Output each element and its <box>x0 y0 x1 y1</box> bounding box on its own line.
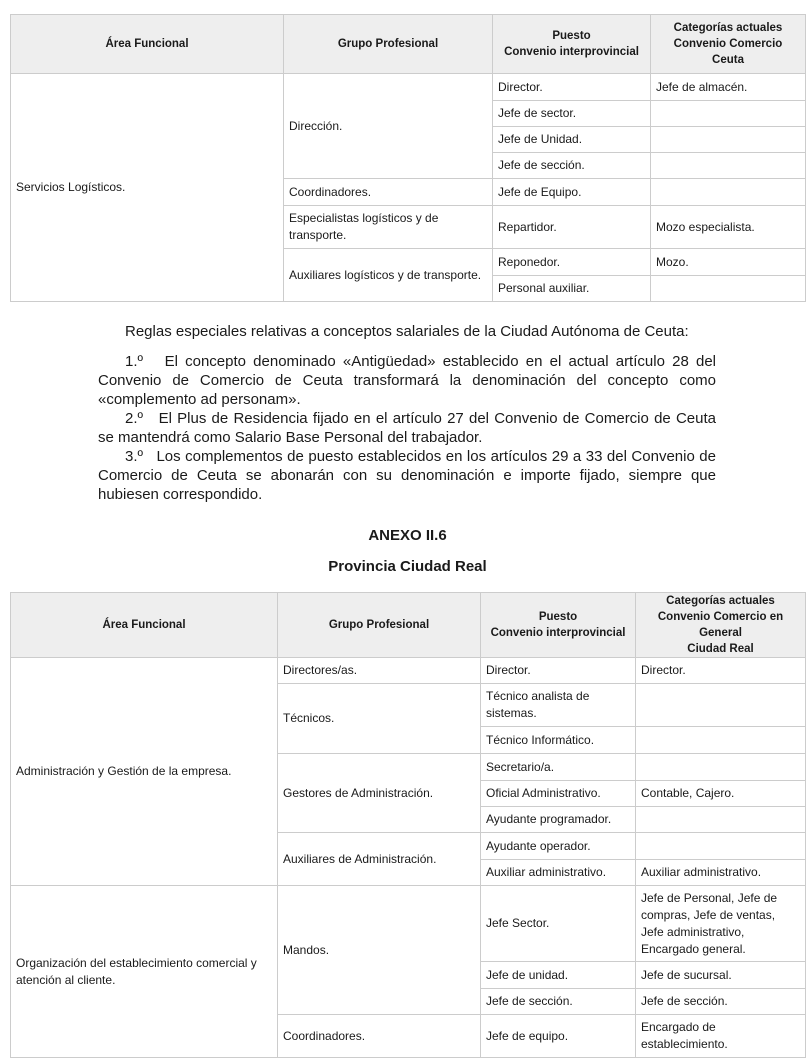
header-puesto: Puesto Convenio interprovincial <box>481 593 636 658</box>
puesto-cell: Repartidor. <box>493 206 651 249</box>
grupo-cell: Auxiliares de Administración. <box>278 833 481 886</box>
rule-number: 2.º <box>125 410 143 427</box>
grupo-cell: Especialistas logísticos y de transporte. <box>284 206 493 249</box>
rule-item-2 <box>98 409 716 447</box>
categoria-cell <box>636 727 806 754</box>
puesto-cell: Jefe Sector. <box>481 886 636 962</box>
puesto-cell: Director. <box>481 658 636 684</box>
categoria-cell <box>651 153 806 179</box>
puesto-cell: Técnico analista de sistemas. <box>481 684 636 727</box>
puesto-cell: Ayudante operador. <box>481 833 636 860</box>
table-header-row <box>11 593 806 658</box>
grupo-cell: Directores/as. <box>278 658 481 684</box>
puesto-cell: Auxiliar administrativo. <box>481 860 636 886</box>
categoria-cell <box>636 833 806 860</box>
table-header-row <box>11 15 806 74</box>
rule-number: 1.º <box>125 353 143 370</box>
header-categorias: Categorías actuales Convenio Comercio en General Ciudad Real <box>636 593 806 658</box>
table-row <box>11 74 806 101</box>
categoria-cell <box>636 684 806 727</box>
categoria-cell: Jefe de almacén. <box>651 74 806 101</box>
header-grupo-profesional: Grupo Profesional <box>278 593 481 658</box>
rule-text: Los complementos de puesto establecidos en los artículos 29 a 33 del Convenio de Comercio de Ceuta se abonarán con su denominación e importe fijado, siempre que hubiesen correspondido. <box>98 448 716 503</box>
grupo-cell: Coordinadores. <box>284 179 493 206</box>
categoria-cell: Jefe de Personal, Jefe de compras, Jefe de ventas, Jefe administrativo, Encargado general. <box>636 886 806 962</box>
puesto-cell: Personal auxiliar. <box>493 276 651 302</box>
puesto-cell: Reponedor. <box>493 249 651 276</box>
grupo-cell: Técnicos. <box>278 684 481 754</box>
ceuta-classification-table <box>10 14 806 302</box>
annex-title: ANEXO II.6 <box>368 527 447 544</box>
puesto-cell: Jefe de unidad. <box>481 962 636 989</box>
categoria-cell: Director. <box>636 658 806 684</box>
categoria-cell: Contable, Cajero. <box>636 781 806 807</box>
categoria-cell <box>636 754 806 781</box>
header-grupo-profesional: Grupo Profesional <box>284 15 493 74</box>
categoria-cell <box>651 276 806 302</box>
annex-subtitle: Provincia Ciudad Real <box>328 558 487 575</box>
header-puesto: Puesto Convenio interprovincial <box>493 15 651 74</box>
categoria-cell: Jefe de sección. <box>636 989 806 1015</box>
puesto-cell: Jefe de Unidad. <box>493 127 651 153</box>
area-cell: Servicios Logísticos. <box>11 74 284 302</box>
header-categorias: Categorías actuales Convenio Comercio Ceuta <box>651 15 806 74</box>
grupo-cell: Auxiliares logísticos y de transporte. <box>284 249 493 302</box>
categoria-cell: Auxiliar administrativo. <box>636 860 806 886</box>
categoria-cell: Encargado de establecimiento. <box>636 1015 806 1058</box>
header-area-funcional: Área Funcional <box>11 15 284 74</box>
grupo-cell: Dirección. <box>284 74 493 179</box>
ciudad-real-classification-table <box>10 592 806 1058</box>
table-row <box>11 886 806 962</box>
puesto-cell: Jefe de sector. <box>493 101 651 127</box>
rule-item-3 <box>98 447 716 504</box>
puesto-cell: Ayudante programador. <box>481 807 636 833</box>
categoria-cell: Jefe de sucursal. <box>636 962 806 989</box>
categoria-cell: Mozo especialista. <box>651 206 806 249</box>
rule-text: El concepto denominado «Antigüedad» establecido en el actual artículo 28 del Convenio de Comercio de Ceuta transformará la denominación del concepto como «complemento ad personam». <box>98 353 716 408</box>
puesto-cell: Jefe de Equipo. <box>493 179 651 206</box>
categoria-cell <box>651 127 806 153</box>
puesto-cell: Jefe de sección. <box>481 989 636 1015</box>
categoria-cell <box>651 179 806 206</box>
puesto-cell: Secretario/a. <box>481 754 636 781</box>
rule-item-1 <box>98 352 716 409</box>
grupo-cell: Coordinadores. <box>278 1015 481 1058</box>
grupo-cell: Mandos. <box>278 886 481 1015</box>
puesto-cell: Jefe de sección. <box>493 153 651 179</box>
categoria-cell <box>636 807 806 833</box>
puesto-cell: Oficial Administrativo. <box>481 781 636 807</box>
rules-intro: Reglas especiales relativas a conceptos salariales de la Ciudad Autónoma de Ceuta: <box>125 323 689 340</box>
area-cell: Organización del establecimiento comercial y atención al cliente. <box>11 886 278 1058</box>
grupo-cell: Gestores de Administración. <box>278 754 481 833</box>
table-row <box>11 658 806 684</box>
categoria-cell <box>651 101 806 127</box>
categoria-cell: Mozo. <box>651 249 806 276</box>
rule-number: 3.º <box>125 448 143 465</box>
puesto-cell: Técnico Informático. <box>481 727 636 754</box>
puesto-cell: Jefe de equipo. <box>481 1015 636 1058</box>
area-cell: Administración y Gestión de la empresa. <box>11 658 278 886</box>
rule-text: El Plus de Residencia fijado en el artículo 27 del Convenio de Comercio de Ceuta se mantendrá como Salario Base Personal del trabajador. <box>98 410 716 446</box>
puesto-cell: Director. <box>493 74 651 101</box>
header-area-funcional: Área Funcional <box>11 593 278 658</box>
